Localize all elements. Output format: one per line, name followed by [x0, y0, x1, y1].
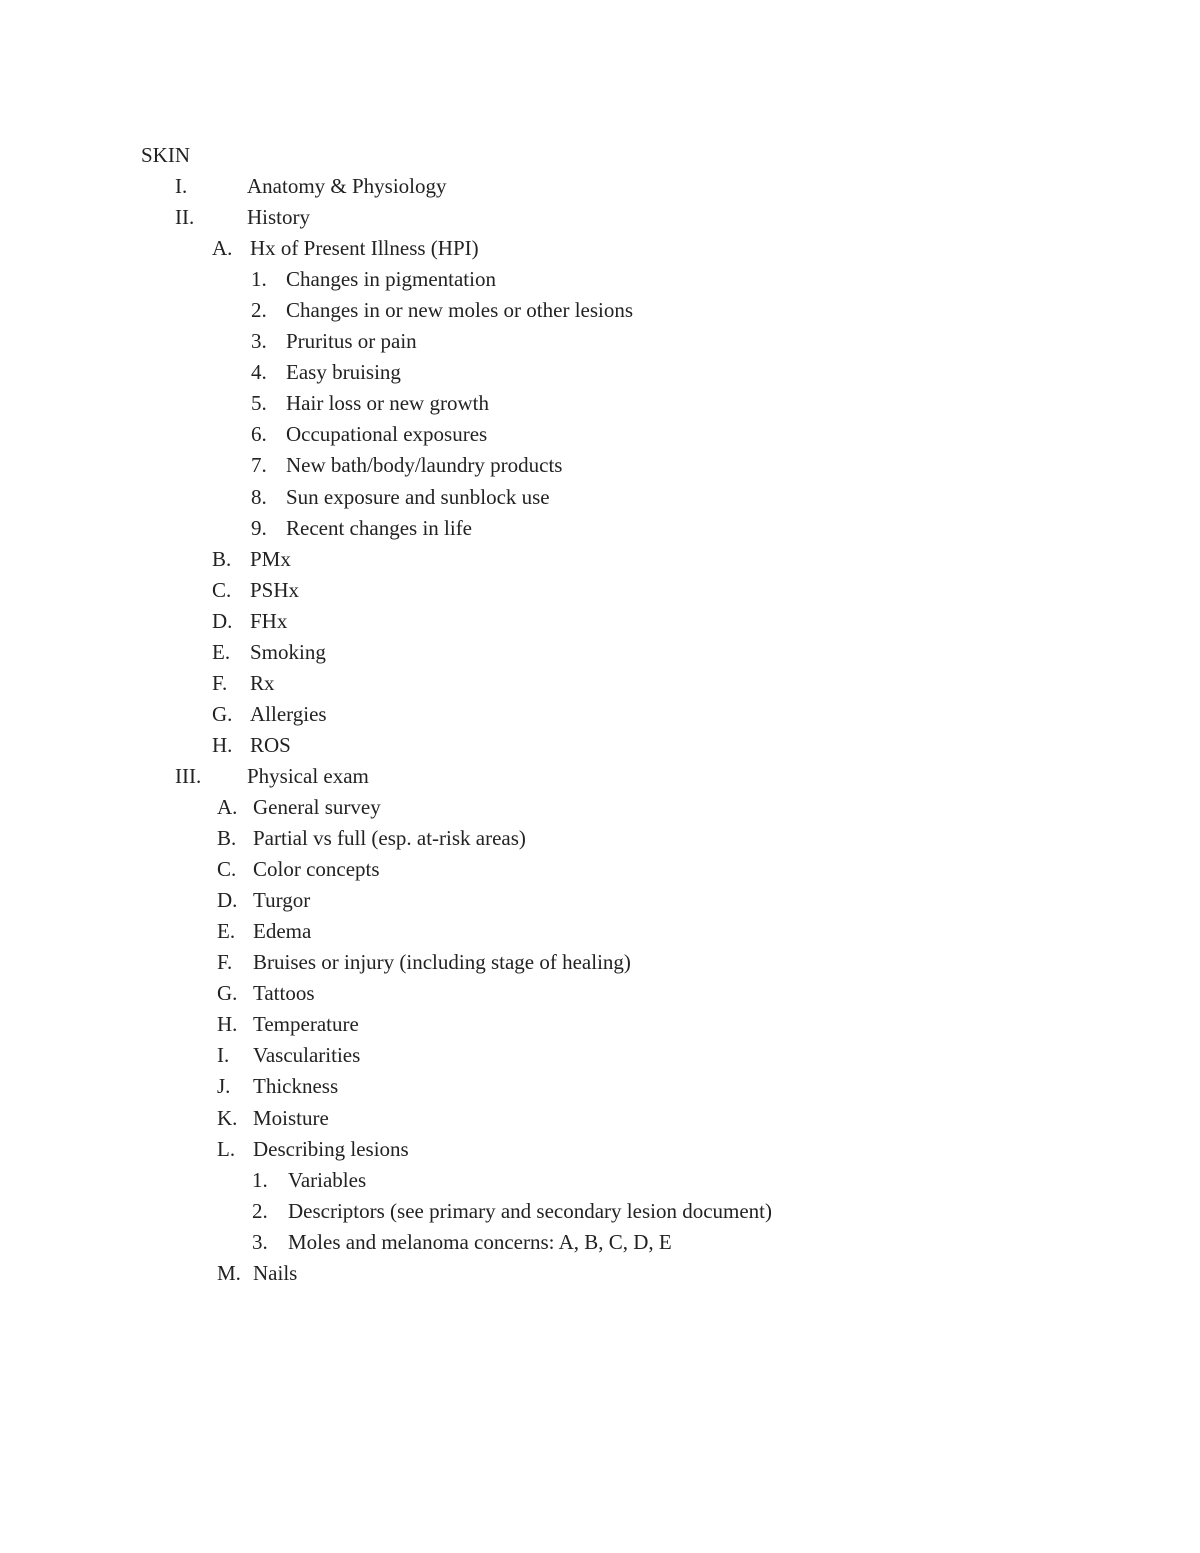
outline-label: Physical exam	[247, 764, 369, 788]
outline-label: FHx	[250, 609, 288, 633]
outline-label: Changes in or new moles or other lesions	[286, 298, 634, 322]
outline-label: Pruritus or pain	[286, 329, 417, 353]
outline-label: Sun exposure and sunblock use	[286, 485, 550, 509]
outline-marker: 9.	[251, 516, 267, 540]
outline-label: Rx	[250, 671, 275, 695]
outline-marker: G.	[217, 981, 238, 1005]
outline-label: Nails	[253, 1261, 298, 1285]
outline-marker: A.	[212, 236, 233, 260]
outline-marker: I.	[175, 174, 188, 198]
outline-marker: D.	[212, 609, 233, 633]
outline-label: Vascularities	[253, 1043, 361, 1067]
outline-label: PMx	[250, 547, 291, 571]
outline-marker: 1.	[251, 267, 267, 291]
outline-label: Bruises or injury (including stage of healing)	[253, 950, 631, 974]
outline-marker: L.	[217, 1137, 236, 1161]
outline-label: Recent changes in life	[286, 516, 473, 540]
outline-label: Easy bruising	[286, 360, 401, 384]
outline-label: Hair loss or new growth	[286, 391, 489, 415]
outline-marker: D.	[217, 888, 238, 912]
outline-marker: A.	[217, 795, 238, 819]
outline-marker: 7.	[251, 453, 267, 477]
outline-marker: III.	[175, 764, 202, 788]
outline-label: Turgor	[253, 888, 311, 912]
outline-label: New bath/body/laundry products	[286, 453, 563, 477]
outline-marker: B.	[212, 547, 232, 571]
outline-label: Partial vs full (esp. at-risk areas)	[253, 826, 526, 850]
outline-label: Temperature	[253, 1012, 359, 1036]
outline-label: ROS	[250, 733, 291, 757]
outline-label: Moles and melanoma concerns: A, B, C, D, E	[288, 1230, 672, 1254]
outline-label: Variables	[288, 1168, 367, 1192]
outline-marker: 6.	[251, 422, 267, 446]
outline-marker: M.	[217, 1261, 241, 1285]
outline-marker: B.	[217, 826, 237, 850]
outline-label: Moisture	[253, 1106, 329, 1130]
outline-label: Anatomy & Physiology	[247, 174, 447, 198]
outline-marker: E.	[212, 640, 231, 664]
outline-marker: H.	[212, 733, 233, 757]
outline-marker: 3.	[251, 329, 267, 353]
outline-label: Describing lesions	[253, 1137, 409, 1161]
outline-marker: 2.	[252, 1199, 268, 1223]
outline-marker: 5.	[251, 391, 267, 415]
outline-marker: 8.	[251, 485, 267, 509]
outline-marker: F.	[217, 950, 233, 974]
outline-label: Edema	[253, 919, 312, 943]
outline-marker: 1.	[252, 1168, 268, 1192]
outline-marker: 4.	[251, 360, 267, 384]
outline-marker: K.	[217, 1106, 238, 1130]
outline-marker: 3.	[252, 1230, 268, 1254]
outline-marker: C.	[212, 578, 232, 602]
outline-label: Allergies	[250, 702, 327, 726]
outline-label: General survey	[253, 795, 381, 819]
outline-marker: G.	[212, 702, 233, 726]
outline-label: History	[247, 205, 310, 229]
outline-label: Hx of Present Illness (HPI)	[250, 236, 479, 260]
outline-marker: F.	[212, 671, 228, 695]
outline-label: PSHx	[250, 578, 300, 602]
outline-label: Tattoos	[253, 981, 315, 1005]
outline-label: Thickness	[253, 1074, 339, 1098]
outline-marker: 2.	[251, 298, 267, 322]
outline-marker: II.	[175, 205, 195, 229]
outline-label: Smoking	[250, 640, 326, 664]
outline-marker: J.	[217, 1074, 231, 1098]
document-title-text: SKIN	[141, 143, 191, 167]
outline-marker: I.	[217, 1043, 230, 1067]
outline-label: Descriptors (see primary and secondary lesion document)	[288, 1199, 773, 1223]
outline-marker: C.	[217, 857, 237, 881]
outline-label: Occupational exposures	[286, 422, 488, 446]
outline-marker: E.	[217, 919, 236, 943]
outline-label: Color concepts	[253, 857, 380, 881]
outline-marker: H.	[217, 1012, 238, 1036]
outline-label: Changes in pigmentation	[286, 267, 496, 291]
